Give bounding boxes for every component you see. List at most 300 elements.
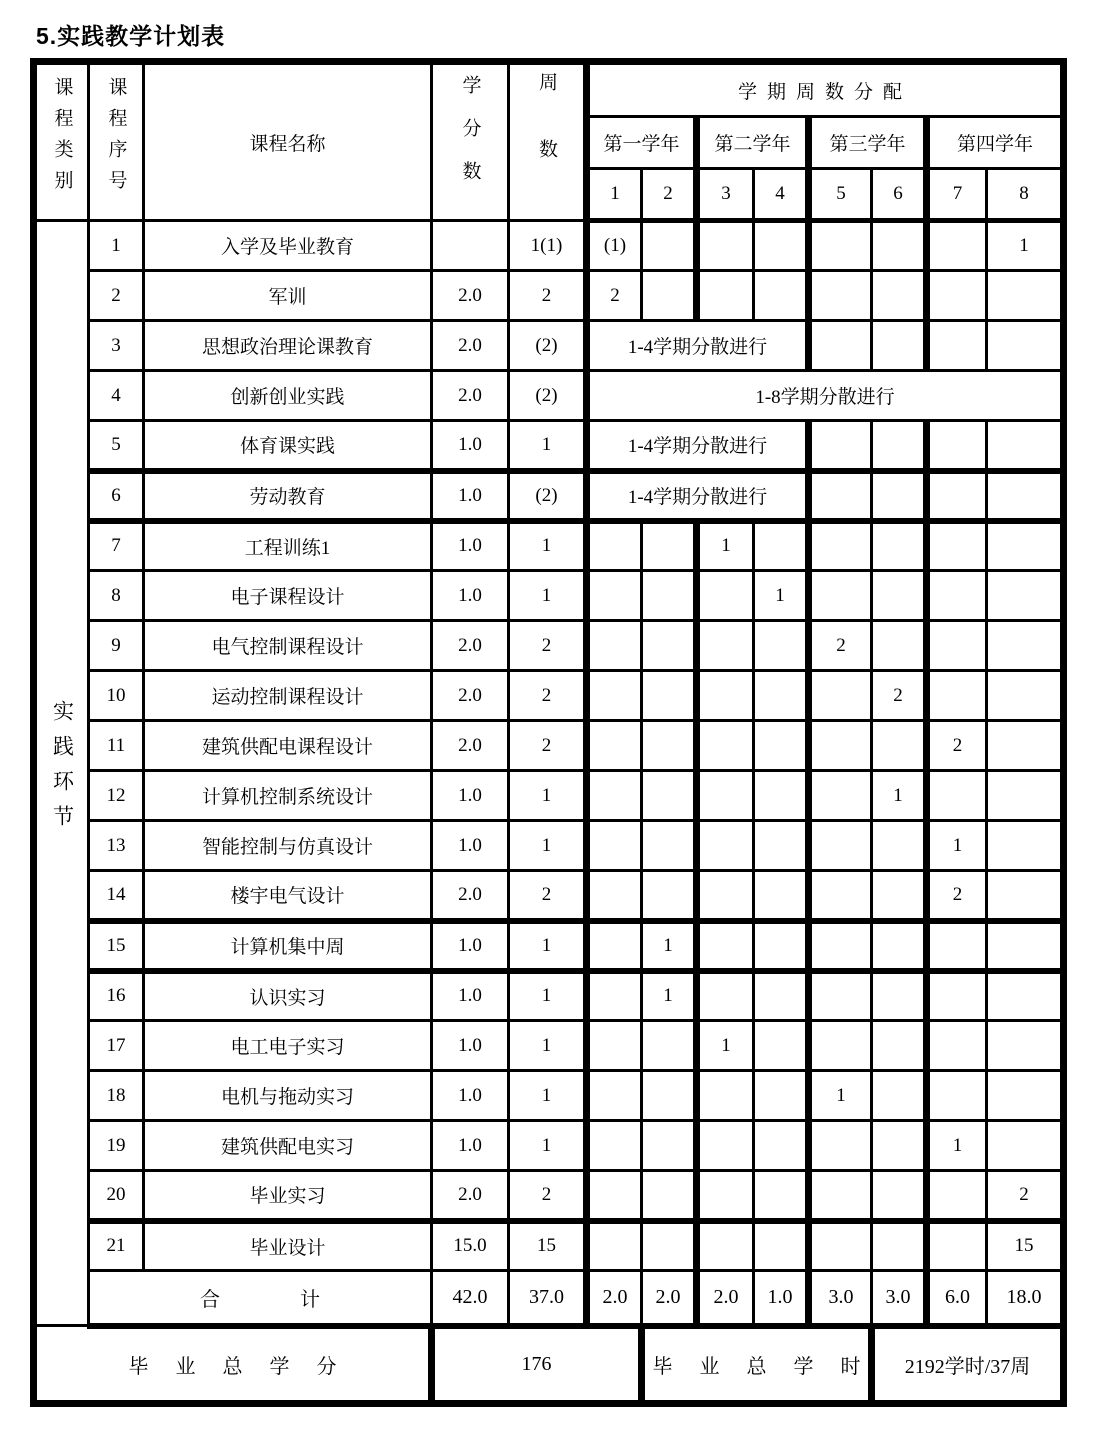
semester-cell bbox=[872, 321, 927, 371]
semester-cell bbox=[697, 1121, 754, 1171]
semester-cell bbox=[642, 1221, 697, 1271]
semester-cell bbox=[927, 521, 987, 571]
semester-2-header: 2 bbox=[642, 169, 697, 221]
col-header-number bbox=[89, 62, 144, 221]
col-header-name: 课程名称 bbox=[144, 62, 432, 221]
semester-cell: 1 bbox=[642, 971, 697, 1021]
semester-cell: 1 bbox=[927, 1121, 987, 1171]
course-name: 劳动教育 bbox=[144, 471, 432, 521]
semester-cell: 1 bbox=[809, 1071, 872, 1121]
semester-cell bbox=[697, 721, 754, 771]
course-name: 毕业设计 bbox=[144, 1221, 432, 1271]
semester-cell bbox=[927, 221, 987, 271]
course-row bbox=[34, 371, 1064, 421]
totals-credits: 42.0 bbox=[432, 1271, 509, 1326]
semester-cell bbox=[809, 471, 872, 521]
semester-cell bbox=[642, 671, 697, 721]
course-name: 认识实习 bbox=[144, 971, 432, 1021]
credits-value bbox=[432, 221, 509, 271]
semester-cell bbox=[587, 771, 642, 821]
semester-cell bbox=[872, 921, 927, 971]
semester-cell bbox=[642, 521, 697, 571]
semester-cell bbox=[587, 971, 642, 1021]
table-body bbox=[34, 221, 1064, 1404]
weeks-value: 1 bbox=[509, 971, 587, 1021]
semester-cell bbox=[754, 271, 809, 321]
semester-cell bbox=[927, 1071, 987, 1121]
header-row-top bbox=[34, 62, 1064, 117]
semester-cell bbox=[587, 621, 642, 671]
semester-cell: 1 bbox=[754, 571, 809, 621]
course-name: 军训 bbox=[144, 271, 432, 321]
row-number: 19 bbox=[89, 1121, 144, 1171]
semester-7-header: 7 bbox=[927, 169, 987, 221]
semester-cell bbox=[697, 1221, 754, 1271]
credits-value: 1.0 bbox=[432, 1021, 509, 1071]
course-name: 建筑供配电实习 bbox=[144, 1121, 432, 1171]
semester-cell bbox=[754, 821, 809, 871]
semester-cell bbox=[987, 1121, 1064, 1171]
semester-cell: 1 bbox=[987, 221, 1064, 271]
semester-cell bbox=[872, 471, 927, 521]
semester-cell bbox=[697, 221, 754, 271]
weeks-value: 2 bbox=[509, 621, 587, 671]
weeks-value: 1 bbox=[509, 921, 587, 971]
semester-cell bbox=[809, 921, 872, 971]
semester-cell bbox=[872, 1071, 927, 1121]
totals-semester-6: 3.0 bbox=[872, 1271, 927, 1326]
semester-cell bbox=[987, 1071, 1064, 1121]
semester-cell bbox=[927, 971, 987, 1021]
weeks-value: 2 bbox=[509, 671, 587, 721]
category-cell bbox=[34, 221, 89, 1326]
semester-cell bbox=[987, 571, 1064, 621]
year-1-header: 第一学年 bbox=[587, 117, 697, 169]
course-name: 计算机集中周 bbox=[144, 921, 432, 971]
table-header bbox=[34, 62, 1064, 221]
course-row bbox=[34, 921, 1064, 971]
semester-cell bbox=[697, 821, 754, 871]
semester-cell: 2 bbox=[927, 721, 987, 771]
semester-cell bbox=[754, 621, 809, 671]
semester-cell bbox=[754, 871, 809, 921]
course-row bbox=[34, 1021, 1064, 1071]
semester-cell bbox=[987, 971, 1064, 1021]
semester-cell bbox=[987, 771, 1064, 821]
footer-row bbox=[34, 1326, 1064, 1404]
semester-cell bbox=[697, 971, 754, 1021]
total-hours-label: 毕 业 总 学 时 bbox=[642, 1326, 872, 1404]
semester-cell bbox=[927, 771, 987, 821]
semester-cell bbox=[587, 821, 642, 871]
semester-cell bbox=[642, 221, 697, 271]
semester-cell: 2 bbox=[872, 671, 927, 721]
course-row bbox=[34, 521, 1064, 571]
credits-value: 2.0 bbox=[432, 871, 509, 921]
row-number: 13 bbox=[89, 821, 144, 871]
semester-cell bbox=[587, 1071, 642, 1121]
total-hours-value: 2192学时/37周 bbox=[872, 1326, 1064, 1404]
semester-cell bbox=[697, 1171, 754, 1221]
row-number: 9 bbox=[89, 621, 144, 671]
totals-semester-4: 1.0 bbox=[754, 1271, 809, 1326]
totals-semester-3: 2.0 bbox=[697, 1271, 754, 1326]
semester-cell bbox=[987, 271, 1064, 321]
col-header-weeks bbox=[509, 62, 587, 221]
semester-cell bbox=[809, 421, 872, 471]
semester-cell bbox=[872, 221, 927, 271]
course-name: 入学及毕业教育 bbox=[144, 221, 432, 271]
course-name: 毕业实习 bbox=[144, 1171, 432, 1221]
totals-row bbox=[34, 1271, 1064, 1326]
col-header-credits-label: 学分数 bbox=[459, 74, 481, 204]
semester-cell bbox=[587, 871, 642, 921]
semester-cell bbox=[927, 271, 987, 321]
semester-cell bbox=[754, 771, 809, 821]
semester-cell bbox=[872, 1171, 927, 1221]
year-2-header: 第二学年 bbox=[697, 117, 809, 169]
row-number: 15 bbox=[89, 921, 144, 971]
credits-value: 2.0 bbox=[432, 1171, 509, 1221]
weeks-value: 1(1) bbox=[509, 221, 587, 271]
credits-value: 1.0 bbox=[432, 1071, 509, 1121]
semester-cell bbox=[587, 721, 642, 771]
course-name: 楼宇电气设计 bbox=[144, 871, 432, 921]
semester-5-header: 5 bbox=[809, 169, 872, 221]
semester-cell bbox=[697, 871, 754, 921]
semester-cell bbox=[754, 671, 809, 721]
semester-cell bbox=[809, 671, 872, 721]
row-number: 2 bbox=[89, 271, 144, 321]
semester-cell bbox=[809, 1171, 872, 1221]
page-title: 5.实践教学计划表 bbox=[36, 23, 226, 49]
category-label: 实践环节 bbox=[50, 700, 75, 840]
semester-cell: 1-4学期分散进行 bbox=[587, 321, 809, 371]
semester-cell bbox=[872, 571, 927, 621]
credits-value: 2.0 bbox=[432, 621, 509, 671]
semester-cell bbox=[587, 571, 642, 621]
credits-value: 2.0 bbox=[432, 321, 509, 371]
course-row bbox=[34, 1221, 1064, 1271]
credits-value: 1.0 bbox=[432, 971, 509, 1021]
semester-cell bbox=[642, 821, 697, 871]
semester-cell bbox=[642, 1021, 697, 1071]
weeks-value: 1 bbox=[509, 571, 587, 621]
col-header-category bbox=[34, 62, 89, 221]
course-name: 运动控制课程设计 bbox=[144, 671, 432, 721]
semester-cell bbox=[927, 621, 987, 671]
semester-8-header: 8 bbox=[987, 169, 1064, 221]
semester-cell bbox=[587, 1171, 642, 1221]
semester-cell bbox=[587, 1121, 642, 1171]
semester-cell bbox=[697, 621, 754, 671]
col-header-credits bbox=[432, 62, 509, 221]
semester-cell bbox=[754, 521, 809, 571]
semester-cell bbox=[927, 571, 987, 621]
weeks-value: 2 bbox=[509, 721, 587, 771]
semester-cell bbox=[809, 321, 872, 371]
semester-cell bbox=[872, 821, 927, 871]
semester-cell: 1 bbox=[872, 771, 927, 821]
col-header-category-label: 课程类别 bbox=[51, 77, 73, 201]
semester-cell bbox=[587, 1221, 642, 1271]
semester-cell bbox=[927, 1171, 987, 1221]
weeks-value: 2 bbox=[509, 271, 587, 321]
col-header-weeks-label: 周数 bbox=[536, 72, 557, 206]
row-number: 14 bbox=[89, 871, 144, 921]
semester-cell bbox=[642, 721, 697, 771]
semester-cell: 1 bbox=[927, 821, 987, 871]
totals-semester-2: 2.0 bbox=[642, 1271, 697, 1326]
credits-value: 1.0 bbox=[432, 921, 509, 971]
course-row bbox=[34, 321, 1064, 371]
row-number: 17 bbox=[89, 1021, 144, 1071]
weeks-value: 2 bbox=[509, 871, 587, 921]
total-credits-label: 毕 业 总 学 分 bbox=[34, 1326, 432, 1404]
row-number: 18 bbox=[89, 1071, 144, 1121]
totals-semester-1: 2.0 bbox=[587, 1271, 642, 1326]
semester-cell bbox=[809, 271, 872, 321]
semester-cell bbox=[697, 1071, 754, 1121]
semester-cell bbox=[927, 671, 987, 721]
row-number: 20 bbox=[89, 1171, 144, 1221]
semester-4-header: 4 bbox=[754, 169, 809, 221]
course-row bbox=[34, 1071, 1064, 1121]
course-name: 电工电子实习 bbox=[144, 1021, 432, 1071]
semester-cell bbox=[927, 1221, 987, 1271]
semester-cell bbox=[697, 771, 754, 821]
course-name: 思想政治理论课教育 bbox=[144, 321, 432, 371]
credits-value: 2.0 bbox=[432, 271, 509, 321]
course-row bbox=[34, 271, 1064, 321]
row-number: 16 bbox=[89, 971, 144, 1021]
semester-cell bbox=[872, 1021, 927, 1071]
course-row bbox=[34, 571, 1064, 621]
col-header-number-label: 课程序号 bbox=[105, 77, 127, 201]
semester-cell bbox=[927, 421, 987, 471]
totals-label: 合 计 bbox=[89, 1271, 432, 1326]
semester-cell bbox=[872, 971, 927, 1021]
semester-cell bbox=[987, 421, 1064, 471]
row-number: 8 bbox=[89, 571, 144, 621]
semester-cell bbox=[809, 1121, 872, 1171]
semester-cell bbox=[642, 621, 697, 671]
year-3-header: 第三学年 bbox=[809, 117, 927, 169]
semester-cell bbox=[809, 1021, 872, 1071]
semester-cell bbox=[754, 721, 809, 771]
semester-cell: 2 bbox=[987, 1171, 1064, 1221]
row-number: 4 bbox=[89, 371, 144, 421]
totals-weeks: 37.0 bbox=[509, 1271, 587, 1326]
course-row bbox=[34, 1171, 1064, 1221]
semester-3-header: 3 bbox=[697, 169, 754, 221]
semester-cell bbox=[987, 671, 1064, 721]
weeks-value: 1 bbox=[509, 1071, 587, 1121]
totals-semester-5: 3.0 bbox=[809, 1271, 872, 1326]
semester-cell bbox=[872, 1221, 927, 1271]
semester-cell bbox=[872, 1121, 927, 1171]
practice-teaching-plan-table bbox=[30, 58, 1067, 1407]
weeks-value: 15 bbox=[509, 1221, 587, 1271]
course-name: 电子课程设计 bbox=[144, 571, 432, 621]
semester-cell bbox=[642, 1121, 697, 1171]
semester-cell: 1 bbox=[697, 521, 754, 571]
course-name: 电机与拖动实习 bbox=[144, 1071, 432, 1121]
semester-cell bbox=[697, 671, 754, 721]
semester-cell bbox=[754, 221, 809, 271]
semester-cell bbox=[872, 871, 927, 921]
course-name: 体育课实践 bbox=[144, 421, 432, 471]
credits-value: 1.0 bbox=[432, 771, 509, 821]
semester-cell bbox=[927, 471, 987, 521]
semester-1-header: 1 bbox=[587, 169, 642, 221]
total-credits-value: 176 bbox=[432, 1326, 642, 1404]
semester-cell bbox=[809, 721, 872, 771]
credits-value: 1.0 bbox=[432, 421, 509, 471]
semester-cell bbox=[587, 1021, 642, 1071]
semester-cell bbox=[987, 721, 1064, 771]
semester-cell bbox=[809, 771, 872, 821]
semester-cell: 1 bbox=[642, 921, 697, 971]
course-row bbox=[34, 421, 1064, 471]
year-4-header: 第四学年 bbox=[927, 117, 1064, 169]
totals-semester-8: 18.0 bbox=[987, 1271, 1064, 1326]
semester-cell bbox=[809, 821, 872, 871]
weeks-value: 1 bbox=[509, 1021, 587, 1071]
totals-semester-7: 6.0 bbox=[927, 1271, 987, 1326]
semester-cell: 1-8学期分散进行 bbox=[587, 371, 1064, 421]
semester-cell bbox=[642, 1071, 697, 1121]
course-name: 建筑供配电课程设计 bbox=[144, 721, 432, 771]
weeks-value: (2) bbox=[509, 321, 587, 371]
credits-value: 15.0 bbox=[432, 1221, 509, 1271]
course-row bbox=[34, 471, 1064, 521]
row-number: 1 bbox=[89, 221, 144, 271]
weeks-value: 1 bbox=[509, 821, 587, 871]
semester-cell bbox=[809, 221, 872, 271]
semester-cell: 1-4学期分散进行 bbox=[587, 471, 809, 521]
course-row bbox=[34, 821, 1064, 871]
semester-cell bbox=[809, 571, 872, 621]
weeks-value: (2) bbox=[509, 371, 587, 421]
course-row bbox=[34, 871, 1064, 921]
credits-value: 1.0 bbox=[432, 521, 509, 571]
weeks-value: 1 bbox=[509, 1121, 587, 1171]
semester-cell bbox=[872, 721, 927, 771]
weeks-value: 2 bbox=[509, 1171, 587, 1221]
semester-6-header: 6 bbox=[872, 169, 927, 221]
semester-cell bbox=[872, 621, 927, 671]
semester-cell bbox=[809, 971, 872, 1021]
credits-value: 1.0 bbox=[432, 1121, 509, 1171]
semester-cell bbox=[987, 921, 1064, 971]
semester-cell bbox=[697, 921, 754, 971]
course-name: 工程训练1 bbox=[144, 521, 432, 571]
course-name: 计算机控制系统设计 bbox=[144, 771, 432, 821]
semester-cell bbox=[809, 871, 872, 921]
semester-cell: 2 bbox=[927, 871, 987, 921]
semester-cell bbox=[754, 971, 809, 1021]
row-number: 7 bbox=[89, 521, 144, 571]
course-name: 智能控制与仿真设计 bbox=[144, 821, 432, 871]
credits-value: 1.0 bbox=[432, 571, 509, 621]
semester-cell bbox=[754, 921, 809, 971]
semester-cell bbox=[754, 1171, 809, 1221]
course-row bbox=[34, 221, 1064, 271]
semester-cell bbox=[987, 521, 1064, 571]
semester-cell bbox=[809, 521, 872, 571]
course-row bbox=[34, 771, 1064, 821]
weeks-value: 1 bbox=[509, 771, 587, 821]
semester-cell bbox=[754, 1221, 809, 1271]
semester-cell bbox=[987, 871, 1064, 921]
semester-cell bbox=[754, 1121, 809, 1171]
row-number: 12 bbox=[89, 771, 144, 821]
course-name: 电气控制课程设计 bbox=[144, 621, 432, 671]
semester-cell: 1-4学期分散进行 bbox=[587, 421, 809, 471]
semester-cell bbox=[987, 1021, 1064, 1071]
semester-cell: 2 bbox=[587, 271, 642, 321]
semester-cell bbox=[587, 921, 642, 971]
row-number: 11 bbox=[89, 721, 144, 771]
col-header-distribution: 学期周数分配 bbox=[587, 62, 1064, 117]
semester-cell: 15 bbox=[987, 1221, 1064, 1271]
weeks-value: (2) bbox=[509, 471, 587, 521]
semester-cell bbox=[872, 521, 927, 571]
row-number: 5 bbox=[89, 421, 144, 471]
semester-cell bbox=[642, 571, 697, 621]
semester-cell bbox=[642, 1171, 697, 1221]
semester-cell: 1 bbox=[697, 1021, 754, 1071]
weeks-value: 1 bbox=[509, 421, 587, 471]
course-name: 创新创业实践 bbox=[144, 371, 432, 421]
course-row bbox=[34, 671, 1064, 721]
course-row bbox=[34, 971, 1064, 1021]
semester-cell bbox=[642, 271, 697, 321]
semester-cell bbox=[872, 421, 927, 471]
course-row bbox=[34, 721, 1064, 771]
semester-cell bbox=[642, 871, 697, 921]
semester-cell bbox=[697, 571, 754, 621]
course-row bbox=[34, 1121, 1064, 1171]
semester-cell bbox=[587, 671, 642, 721]
semester-cell bbox=[872, 271, 927, 321]
semester-cell bbox=[587, 521, 642, 571]
semester-cell: 2 bbox=[809, 621, 872, 671]
course-row bbox=[34, 621, 1064, 671]
credits-value: 1.0 bbox=[432, 821, 509, 871]
semester-cell bbox=[927, 1021, 987, 1071]
credits-value: 2.0 bbox=[432, 721, 509, 771]
credits-value: 2.0 bbox=[432, 671, 509, 721]
weeks-value: 1 bbox=[509, 521, 587, 571]
semester-cell bbox=[697, 271, 754, 321]
row-number: 21 bbox=[89, 1221, 144, 1271]
semester-cell bbox=[987, 321, 1064, 371]
semester-cell bbox=[927, 321, 987, 371]
row-number: 3 bbox=[89, 321, 144, 371]
semester-cell bbox=[987, 621, 1064, 671]
semester-cell bbox=[809, 1221, 872, 1271]
semester-cell bbox=[642, 771, 697, 821]
row-number: 6 bbox=[89, 471, 144, 521]
semester-cell: (1) bbox=[587, 221, 642, 271]
credits-value: 1.0 bbox=[432, 471, 509, 521]
semester-cell bbox=[987, 471, 1064, 521]
semester-cell bbox=[754, 1021, 809, 1071]
semester-cell bbox=[754, 1071, 809, 1121]
credits-value: 2.0 bbox=[432, 371, 509, 421]
